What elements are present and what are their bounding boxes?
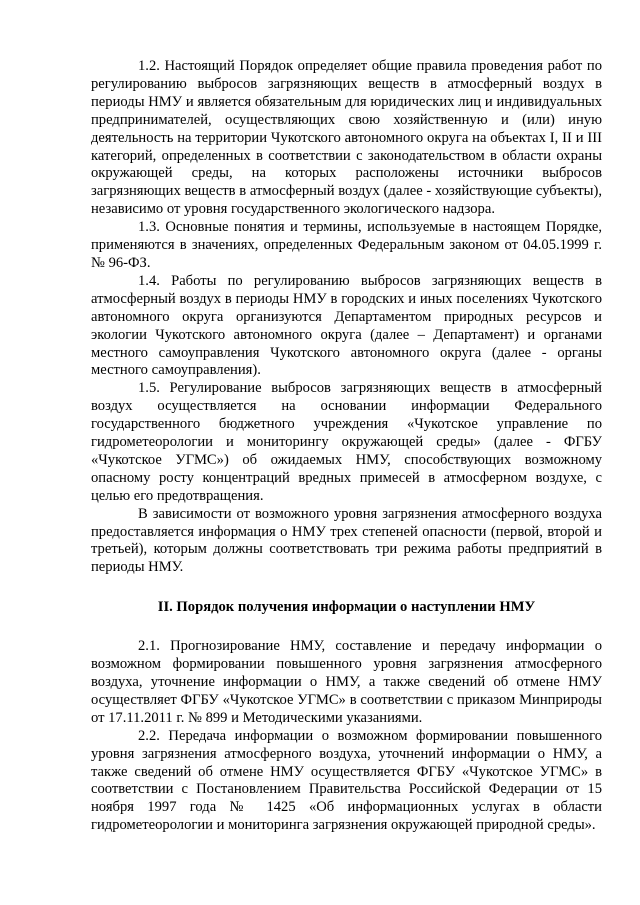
paragraph-danger-levels: В зависимости от возможного уровня загрязнения атмосферного воздуха предоставляется информация о НМУ трех степеней опасности (первой, второй и третьей), которым должны соответствовать три режима работы предприятий в периоды НМУ.: [91, 505, 602, 576]
paragraph-1-2: 1.2. Настоящий Порядок определяет общие правила проведения работ по регулированию выбросов загрязняющих веществ в атмосферный воздух в периоды НМУ и является обязательным для юридических лиц и индивидуальных предпринимателей, осуществляющих свою хозяйственную и (или) иную деятельность на территории Чукотского автономного округа на объектах I, II и III категорий, определенных в соответствии с законодательством в области охраны окружающей среды, на которых расположены источники выбросов загрязняющих веществ в атмосферный воздух (далее - хозяйствующие субъекты), независимо от уровня государственного экологического надзора.: [91, 58, 602, 218]
paragraph-1-3: 1.3. Основные понятия и термины, используемые в настоящем Порядке, применяются в значениях, определенных Федеральным законом от 04.05.1999 г. № 96-ФЗ.: [91, 219, 602, 271]
paragraph-1-4: 1.4. Работы по регулированию выбросов загрязняющих веществ в атмосферный воздух в периоды НМУ в городских и иных поселениях Чукотского автономного округа организуются Департаментом природных ресурсов и экологии Чукотского автономного округа (далее – Департамент) и органами местного самоуправления Чукотского автономного округа (далее - органы местного самоуправления).: [91, 272, 602, 379]
paragraph-2-2: 2.2. Передача информации о возможном формировании повышенного уровня загрязнения атмосферного воздуха, уточнений информации о НМУ, а также сведений об отмене НМУ осуществляется ФГБУ «Чукотское УГМС» в соответствии с Постановлением Правительства Российской Федерации от 15 ноября 1997 года № 1425 «Об информационных услугах в области гидрометеорологии и мониторинга загрязнения окружающей природной среды».: [91, 727, 602, 834]
section-heading: II. Порядок получения информации о наступлении НМУ: [157, 599, 536, 616]
paragraph-1-5: 1.5. Регулирование выбросов загрязняющих веществ в атмосферный воздух осуществляется на основании информации Федерального государственного бюджетного учреждения «Чукотское управление по гидрометеорологии и мониторингу окружающей среды» (далее - ФГБУ «Чукотское УГМС») об ожидаемых НМУ, способствующих возможному опасному росту концентраций вредных примесей в атмосферном воздухе, с целью его предотвращения.: [91, 380, 602, 504]
paragraph-2-1: 2.1. Прогнозирование НМУ, составление и передачу информации о возможном формировании повышенного уровня загрязнения атмосферного воздуха, уточнение информации о НМУ, а также сведений об отмене НМУ осуществляет ФГБУ «Чукотское УГМС» в соответствии с приказом Минприроды от 17.11.2011 г. № 899 и Методическими указаниями.: [91, 638, 602, 726]
